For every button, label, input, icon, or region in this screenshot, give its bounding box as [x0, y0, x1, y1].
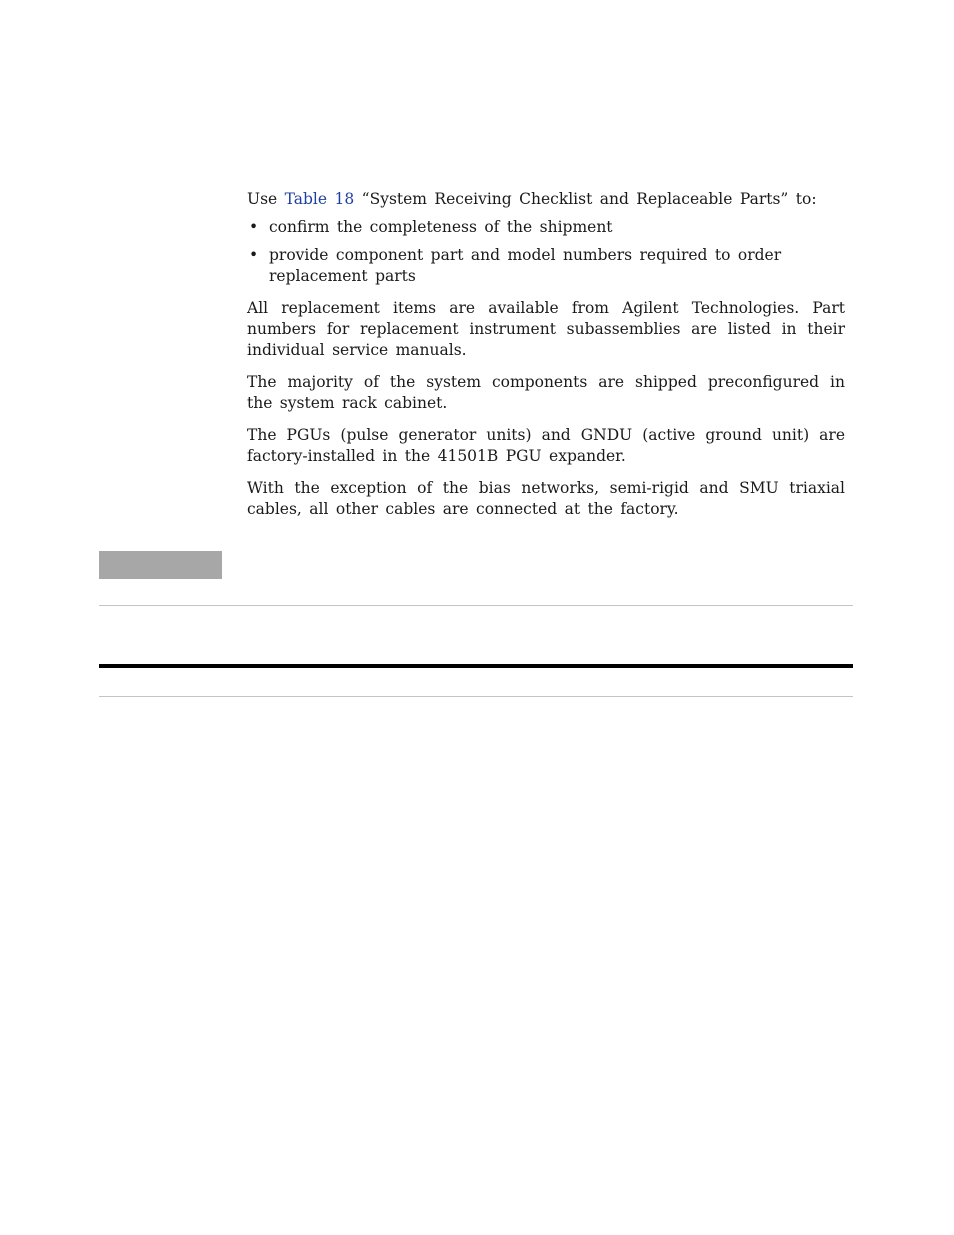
main-content — [247, 189, 845, 531]
divider-thin-bottom — [99, 696, 853, 697]
bullet-icon: • — [249, 246, 259, 264]
bullet-item-shipment — [247, 217, 845, 238]
divider-thin-top — [99, 605, 853, 606]
table-18-link[interactable]: Table 18 — [284, 190, 355, 208]
bullet-text: confirm the completeness of the shipment — [269, 218, 613, 236]
divider-thick — [99, 664, 853, 668]
paragraph-preconfigured: The majority of the system components are shipped preconfigured in the system rack cabinet. — [247, 373, 845, 412]
paragraph-cables: With the exception of the bias networks, semi-rigid and SMU triaxial cables, all other cables are connected at the factory. — [247, 479, 845, 518]
paragraph-replacement-items: All replacement items are available from Agilent Technologies. Part numbers for replacement instrument subassemblies are listed in their individual service manuals. — [247, 299, 845, 359]
intro-suffix: “System Receiving Checklist and Replaceable Parts” to: — [354, 190, 817, 208]
bullet-list — [247, 217, 845, 287]
paragraph-factory-installed: The PGUs (pulse generator units) and GNDU (active ground unit) are factory-installed in the 41501B PGU expander. — [247, 426, 845, 465]
section-label-box — [99, 551, 222, 579]
bullet-icon: • — [249, 218, 259, 236]
bullet-item-part-numbers — [247, 245, 845, 287]
bullet-text: provide component part and model numbers required to order replacement parts — [269, 246, 782, 285]
intro-paragraph — [247, 189, 845, 210]
intro-prefix: Use — [247, 190, 285, 208]
